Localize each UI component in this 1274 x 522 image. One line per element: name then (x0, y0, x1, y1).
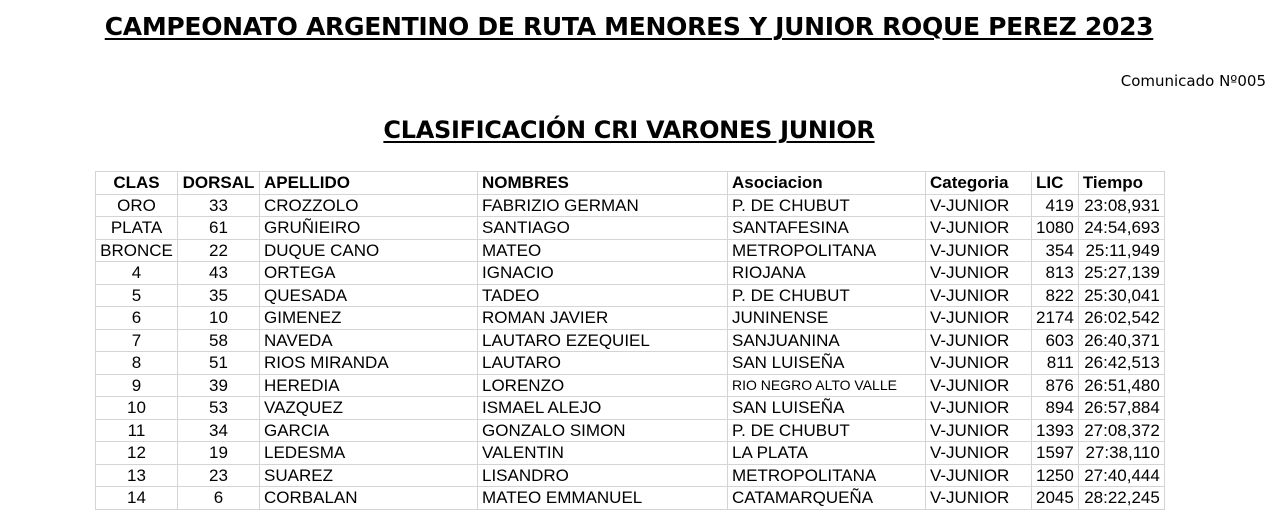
table-row (96, 442, 1165, 465)
cell-categoria: V-JUNIOR (926, 217, 1032, 240)
cell-categoria: V-JUNIOR (926, 419, 1032, 442)
cell-lic: 811 (1032, 352, 1079, 375)
cell-nombres: ROMAN JAVIER (478, 307, 728, 330)
cell-dorsal: 51 (178, 352, 260, 375)
cell-dorsal: 34 (178, 419, 260, 442)
column-header-tiempo: Tiempo (1078, 172, 1164, 195)
cell-dorsal: 22 (178, 239, 260, 262)
cell-clas: 14 (96, 487, 178, 510)
cell-asociacion: SANTAFESINA (728, 217, 926, 240)
cell-apellido: CORBALAN (260, 487, 478, 510)
cell-nombres: LAUTARO (478, 352, 728, 375)
cell-dorsal: 61 (178, 217, 260, 240)
table-row (96, 464, 1165, 487)
cell-apellido: SUAREZ (260, 464, 478, 487)
cell-asociacion: P. DE CHUBUT (728, 419, 926, 442)
cell-clas: 4 (96, 262, 178, 285)
cell-asociacion: JUNINENSE (728, 307, 926, 330)
column-header-lic: LIC (1032, 172, 1079, 195)
cell-dorsal: 58 (178, 329, 260, 352)
cell-categoria: V-JUNIOR (926, 442, 1032, 465)
column-header-clas: CLAS (96, 172, 178, 195)
cell-nombres: TADEO (478, 284, 728, 307)
cell-clas: PLATA (96, 217, 178, 240)
cell-asociacion: SAN LUISEÑA (728, 397, 926, 420)
cell-asociacion: CATAMARQUEÑA (728, 487, 926, 510)
cell-asociacion: METROPOLITANA (728, 239, 926, 262)
table-row (96, 239, 1165, 262)
cell-lic: 1597 (1032, 442, 1079, 465)
cell-apellido: QUESADA (260, 284, 478, 307)
cell-tiempo: 25:11,949 (1078, 239, 1164, 262)
cell-tiempo: 26:02,542 (1078, 307, 1164, 330)
cell-lic: 822 (1032, 284, 1079, 307)
column-header-apellido: APELLIDO (260, 172, 478, 195)
cell-tiempo: 26:57,884 (1078, 397, 1164, 420)
table-row (96, 487, 1165, 510)
cell-lic: 419 (1032, 194, 1079, 217)
cell-dorsal: 39 (178, 374, 260, 397)
cell-lic: 1080 (1032, 217, 1079, 240)
results-body (96, 194, 1165, 509)
cell-asociacion: P. DE CHUBUT (728, 284, 926, 307)
table-row (96, 419, 1165, 442)
cell-tiempo: 27:38,110 (1078, 442, 1164, 465)
cell-tiempo: 27:08,372 (1078, 419, 1164, 442)
column-header-categoria: Categoria (926, 172, 1032, 195)
cell-dorsal: 35 (178, 284, 260, 307)
cell-tiempo: 27:40,444 (1078, 464, 1164, 487)
cell-categoria: V-JUNIOR (926, 239, 1032, 262)
column-header-nombres: NOMBRES (478, 172, 728, 195)
column-header-dorsal: DORSAL (178, 172, 260, 195)
table-row (96, 374, 1165, 397)
cell-asociacion: RIO NEGRO ALTO VALLE (728, 374, 926, 397)
cell-nombres: FABRIZIO GERMAN (478, 194, 728, 217)
cell-clas: 12 (96, 442, 178, 465)
table-row (96, 329, 1165, 352)
cell-lic: 894 (1032, 397, 1079, 420)
cell-nombres: MATEO EMMANUEL (478, 487, 728, 510)
cell-dorsal: 33 (178, 194, 260, 217)
cell-clas: ORO (96, 194, 178, 217)
cell-dorsal: 6 (178, 487, 260, 510)
cell-categoria: V-JUNIOR (926, 284, 1032, 307)
cell-asociacion: P. DE CHUBUT (728, 194, 926, 217)
cell-apellido: GRUÑIEIRO (260, 217, 478, 240)
cell-clas: 8 (96, 352, 178, 375)
cell-clas: BRONCE (96, 239, 178, 262)
cell-apellido: VAZQUEZ (260, 397, 478, 420)
cell-clas: 6 (96, 307, 178, 330)
cell-nombres: LAUTARO EZEQUIEL (478, 329, 728, 352)
classification-title: CLASIFICACIÓN CRI VARONES JUNIOR (383, 116, 875, 144)
cell-lic: 354 (1032, 239, 1079, 262)
cell-nombres: IGNACIO (478, 262, 728, 285)
cell-categoria: V-JUNIOR (926, 352, 1032, 375)
cell-nombres: GONZALO SIMON (478, 419, 728, 442)
cell-clas: 9 (96, 374, 178, 397)
results-table (95, 171, 1165, 510)
table-row (96, 284, 1165, 307)
cell-nombres: MATEO (478, 239, 728, 262)
cell-categoria: V-JUNIOR (926, 464, 1032, 487)
cell-nombres: ISMAEL ALEJO (478, 397, 728, 420)
cell-lic: 813 (1032, 262, 1079, 285)
cell-lic: 876 (1032, 374, 1079, 397)
cell-nombres: LISANDRO (478, 464, 728, 487)
cell-lic: 2045 (1032, 487, 1079, 510)
table-row (96, 307, 1165, 330)
cell-apellido: ORTEGA (260, 262, 478, 285)
cell-tiempo: 26:42,513 (1078, 352, 1164, 375)
cell-nombres: SANTIAGO (478, 217, 728, 240)
table-row (96, 217, 1165, 240)
cell-apellido: LEDESMA (260, 442, 478, 465)
cell-lic: 1393 (1032, 419, 1079, 442)
cell-dorsal: 19 (178, 442, 260, 465)
cell-nombres: LORENZO (478, 374, 728, 397)
cell-clas: 10 (96, 397, 178, 420)
cell-categoria: V-JUNIOR (926, 194, 1032, 217)
cell-tiempo: 23:08,931 (1078, 194, 1164, 217)
column-header-asociacion: Asociacion (728, 172, 926, 195)
table-header-row (96, 172, 1165, 195)
table-row (96, 352, 1165, 375)
cell-categoria: V-JUNIOR (926, 487, 1032, 510)
table-row (96, 397, 1165, 420)
cell-categoria: V-JUNIOR (926, 307, 1032, 330)
cell-dorsal: 53 (178, 397, 260, 420)
cell-lic: 2174 (1032, 307, 1079, 330)
cell-apellido: RIOS MIRANDA (260, 352, 478, 375)
cell-dorsal: 23 (178, 464, 260, 487)
cell-tiempo: 26:51,480 (1078, 374, 1164, 397)
cell-apellido: GIMENEZ (260, 307, 478, 330)
cell-categoria: V-JUNIOR (926, 329, 1032, 352)
cell-categoria: V-JUNIOR (926, 397, 1032, 420)
cell-tiempo: 26:40,371 (1078, 329, 1164, 352)
cell-asociacion: RIOJANA (728, 262, 926, 285)
cell-apellido: DUQUE CANO (260, 239, 478, 262)
table-row (96, 194, 1165, 217)
comunicado-number: Comunicado Nº005 (1120, 72, 1266, 90)
cell-apellido: NAVEDA (260, 329, 478, 352)
cell-asociacion: SANJUANINA (728, 329, 926, 352)
document-title: CAMPEONATO ARGENTINO DE RUTA MENORES Y JUNIOR ROQUE PEREZ 2023 (104, 12, 1154, 41)
cell-categoria: V-JUNIOR (926, 374, 1032, 397)
cell-clas: 13 (96, 464, 178, 487)
cell-lic: 1250 (1032, 464, 1079, 487)
cell-nombres: VALENTIN (478, 442, 728, 465)
cell-tiempo: 24:54,693 (1078, 217, 1164, 240)
cell-tiempo: 25:27,139 (1078, 262, 1164, 285)
cell-asociacion: LA PLATA (728, 442, 926, 465)
cell-clas: 7 (96, 329, 178, 352)
table-row (96, 262, 1165, 285)
cell-clas: 5 (96, 284, 178, 307)
cell-tiempo: 25:30,041 (1078, 284, 1164, 307)
cell-dorsal: 10 (178, 307, 260, 330)
cell-apellido: CROZZOLO (260, 194, 478, 217)
cell-dorsal: 43 (178, 262, 260, 285)
cell-apellido: HEREDIA (260, 374, 478, 397)
cell-categoria: V-JUNIOR (926, 262, 1032, 285)
cell-asociacion: SAN LUISEÑA (728, 352, 926, 375)
cell-lic: 603 (1032, 329, 1079, 352)
cell-apellido: GARCIA (260, 419, 478, 442)
cell-asociacion: METROPOLITANA (728, 464, 926, 487)
cell-clas: 11 (96, 419, 178, 442)
cell-tiempo: 28:22,245 (1078, 487, 1164, 510)
